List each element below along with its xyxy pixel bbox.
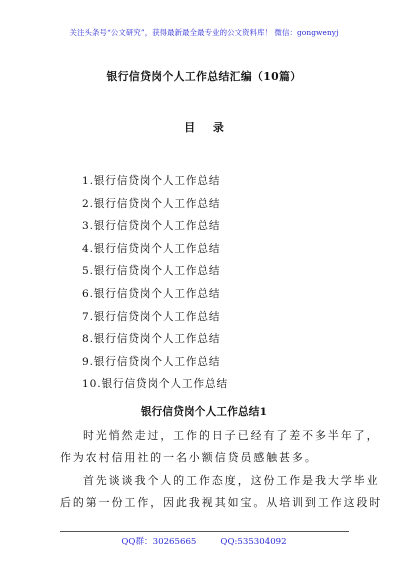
toc-item[interactable] [82, 238, 228, 261]
toc-item-label: 银行信贷岗个人工作总结 [93, 265, 221, 278]
toc-item-number: 10. [82, 378, 102, 391]
toc-item[interactable] [82, 373, 228, 396]
toc-item[interactable] [82, 193, 228, 216]
footer-contact [0, 535, 408, 547]
document-title: 银行信贷岗个人工作总结汇编（10篇） [106, 70, 302, 83]
footer-qq-group: QQ群：30265665 [121, 537, 197, 547]
toc-item-label: 银行信贷岗个人工作总结 [93, 355, 221, 368]
toc-item-label: 银行信贷岗个人工作总结 [93, 310, 221, 323]
toc-item-number: 6. [82, 287, 94, 300]
toc-item-label: 银行信贷岗个人工作总结 [93, 242, 221, 255]
body-text [60, 425, 383, 515]
toc-item-number: 3. [82, 220, 94, 233]
toc-item-label: 银行信贷岗个人工作总结 [93, 333, 221, 346]
header-banner: 关注头条号“公文研究”，获得最新最全最专业的公文资料库！ 微信：gongwenyj [69, 28, 339, 37]
body-line: 作为农村信用社的一名小额信贷员感触甚多。 [60, 451, 318, 465]
toc-heading: 目 录 [184, 121, 231, 134]
body-line: 后的第一份工作，因此我视其如宝。从培训到工作这段时 [60, 496, 383, 510]
toc-item[interactable] [82, 170, 228, 193]
section-title: 银行信贷岗个人工作总结1 [140, 406, 268, 418]
toc-item-label: 银行信贷岗个人工作总结 [93, 287, 221, 300]
toc-item[interactable] [82, 215, 228, 238]
footer-qq-number: QQ:535304092 [220, 537, 287, 547]
toc-item-label: 银行信贷岗个人工作总结 [93, 220, 221, 233]
toc-item-number: 9. [82, 355, 94, 368]
toc-item-label: 银行信贷岗个人工作总结 [93, 175, 221, 187]
toc-item-number: 4. [82, 242, 94, 255]
toc-item-number: 1. [82, 175, 94, 187]
footer-divider [60, 531, 349, 532]
toc-item-label: 银行信贷岗个人工作总结 [101, 378, 228, 391]
toc-item-number: 2. [82, 197, 94, 210]
toc-item[interactable] [82, 260, 228, 283]
body-line: 首先谈谈我个人的工作态度，这份工作是我大学毕业 [83, 473, 380, 487]
toc-item[interactable] [82, 306, 228, 329]
toc-item-number: 7. [82, 310, 94, 323]
toc-item[interactable] [82, 351, 228, 374]
toc-item[interactable] [82, 283, 228, 306]
toc-item-number: 8. [82, 333, 94, 346]
toc-item-label: 银行信贷岗个人工作总结 [93, 197, 221, 210]
toc-item[interactable] [82, 328, 228, 351]
table-of-contents [82, 170, 228, 396]
body-line: 时光悄然走过，工作的日子已经有了差不多半年了， [83, 429, 380, 442]
toc-item-number: 5. [82, 265, 94, 278]
